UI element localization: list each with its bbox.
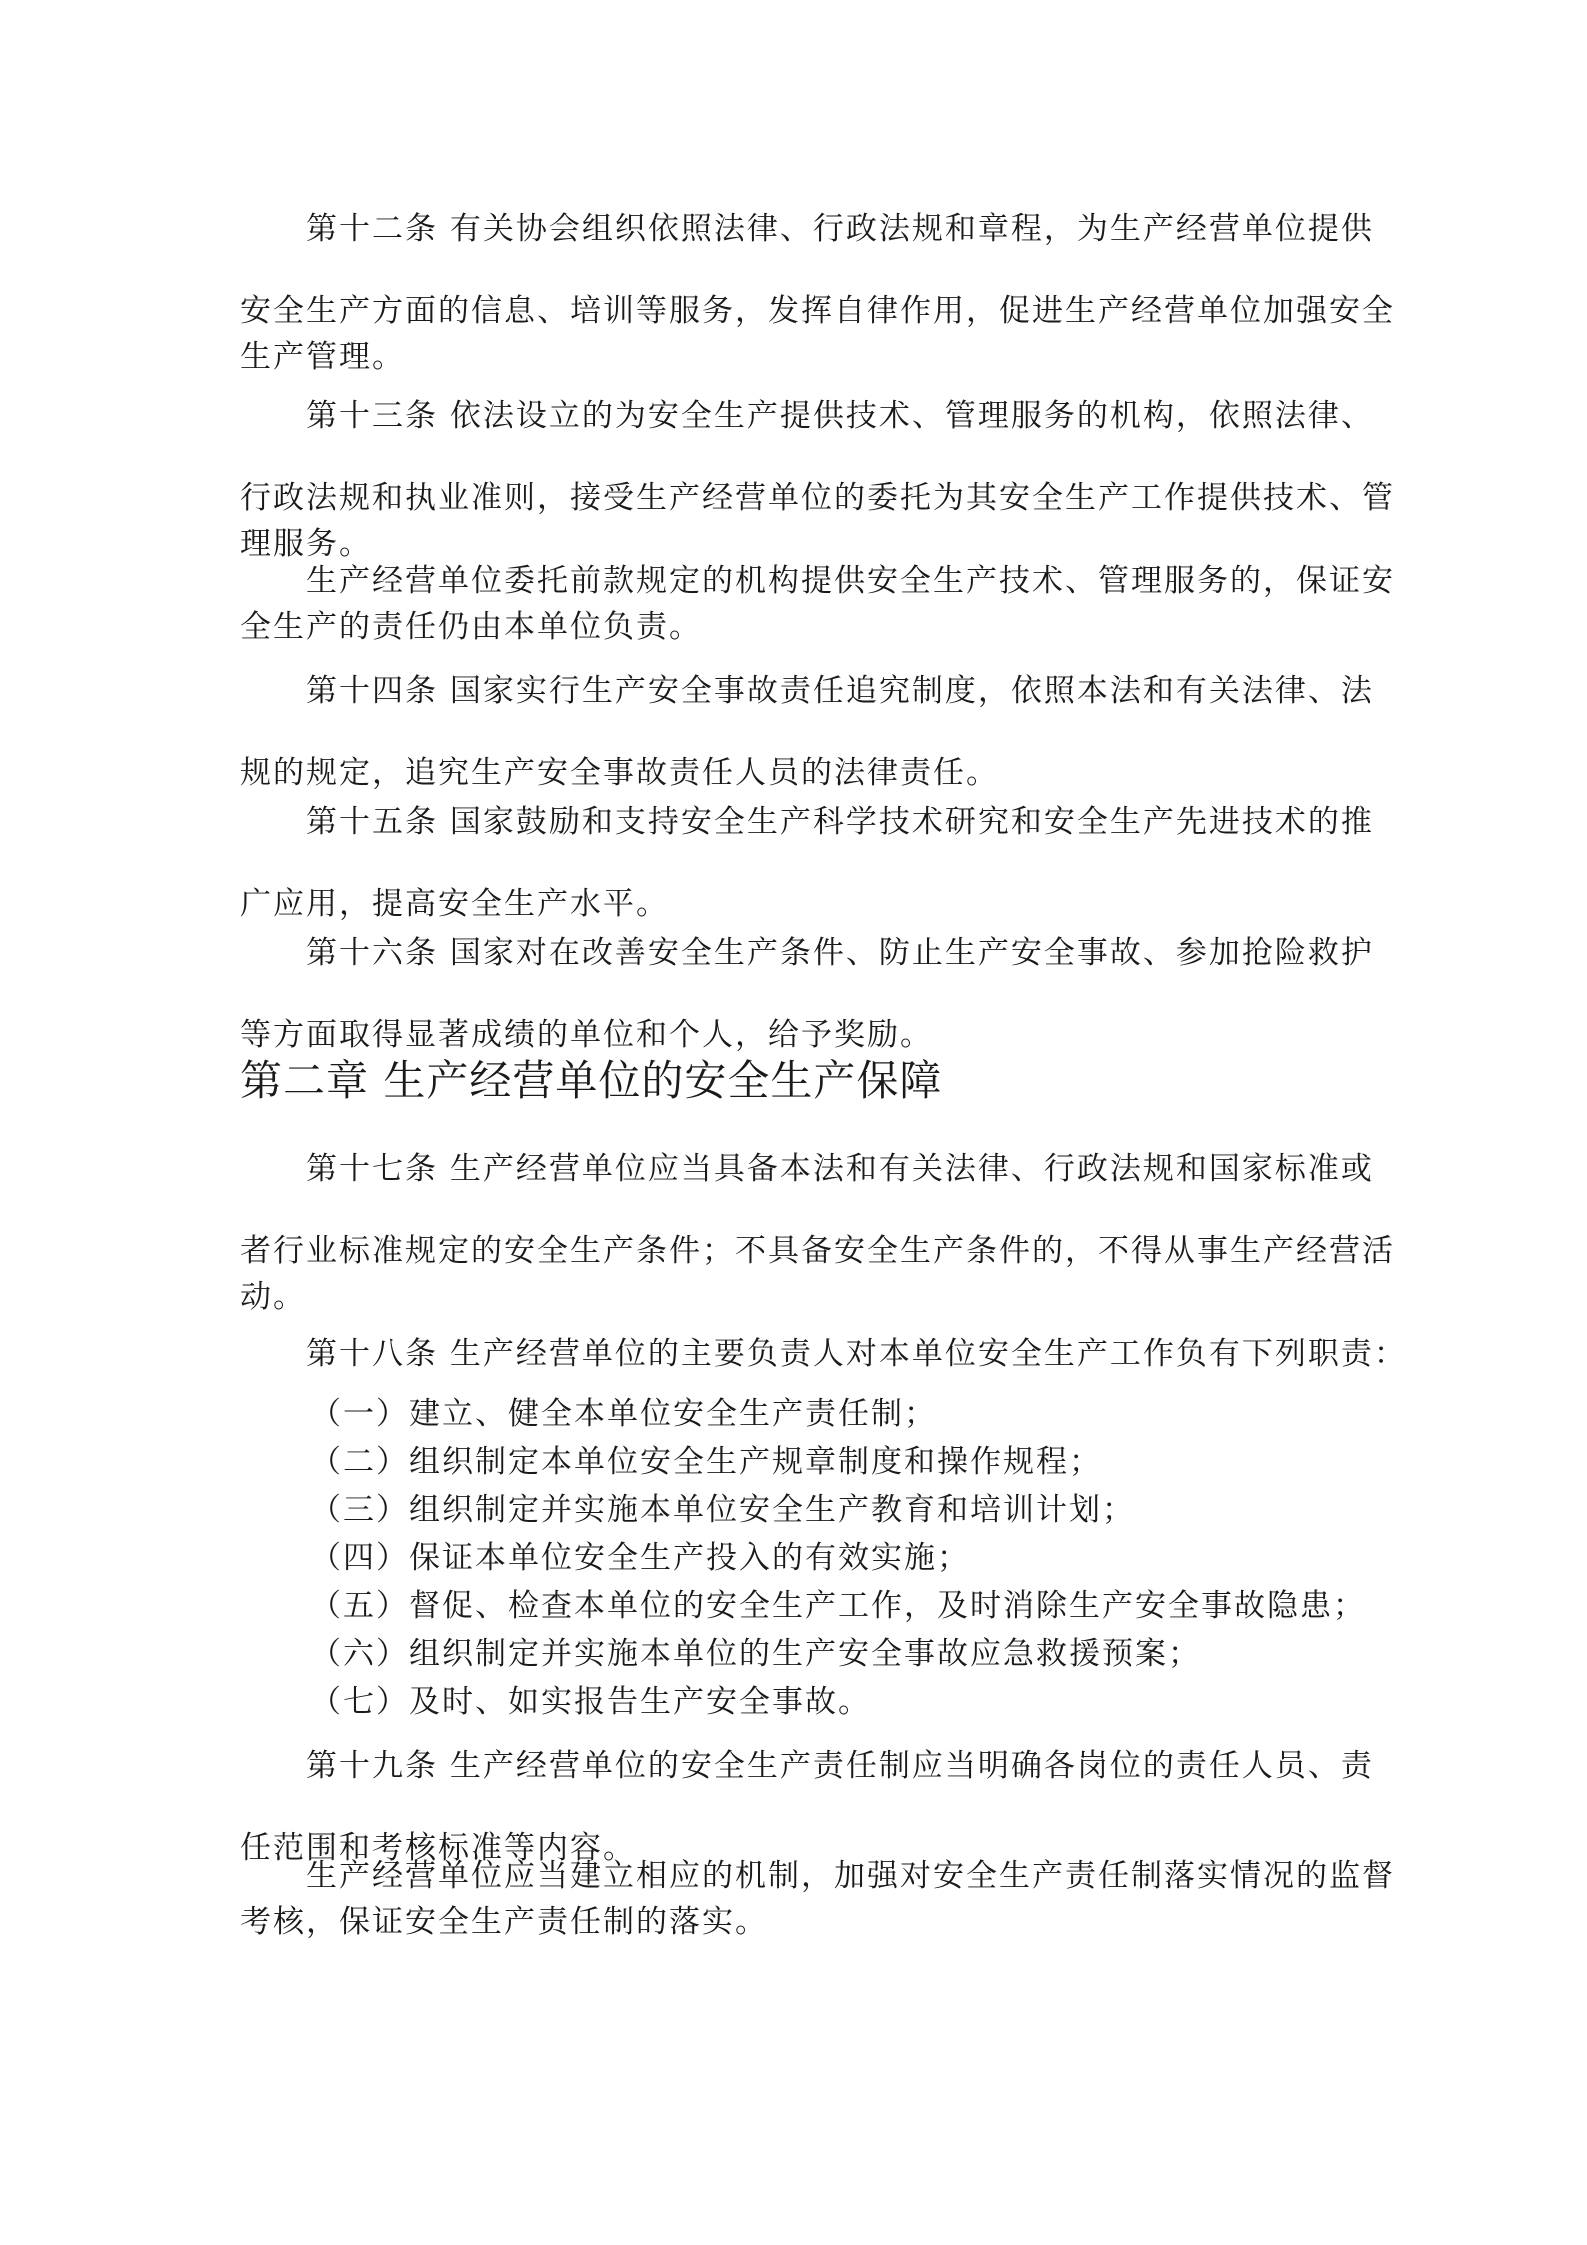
article-16 xyxy=(240,934,1374,1054)
article-19 xyxy=(240,1747,1374,1867)
article-14-line-2: 规的规定，追究生产安全事故责任人员的法律责任。 xyxy=(240,755,999,791)
list-item: （五）督促、检查本单位的安全生产工作，及时消除生产安全事故隐患； xyxy=(310,1588,1366,1624)
article-18 xyxy=(240,1335,1407,1373)
article-14 xyxy=(240,672,1374,792)
article-13-paragraph-2 xyxy=(240,562,1395,646)
article-12-line-1: 第十二条 有关协会组织依照法律、行政法规和章程，为生产经营单位提供 xyxy=(306,211,1374,247)
article-13-line-3: 理服务。 xyxy=(240,526,372,562)
article-19b-line-2: 考核，保证安全生产责任制的落实。 xyxy=(240,1904,768,1940)
article-18-line-1: 第十八条 生产经营单位的主要负责人对本单位安全生产工作负有下列职责： xyxy=(306,1336,1407,1372)
list-item: （六）组织制定并实施本单位的生产安全事故应急救援预案； xyxy=(310,1636,1201,1672)
article-17-line-3: 动。 xyxy=(240,1279,306,1315)
article-17 xyxy=(240,1150,1395,1316)
list-item: （三）组织制定并实施本单位安全生产教育和培训计划； xyxy=(310,1492,1135,1528)
article-17-line-1: 第十七条 生产经营单位应当具备本法和有关法律、行政法规和国家标准或 xyxy=(306,1151,1374,1187)
article-12-line-3: 生产管理。 xyxy=(240,339,405,375)
article-18-duties-list xyxy=(310,1390,1366,1726)
article-13 xyxy=(240,397,1395,563)
list-item: （二）组织制定本单位安全生产规章制度和操作规程； xyxy=(310,1444,1102,1480)
article-15 xyxy=(240,803,1374,923)
article-19b-line-1: 生产经营单位应当建立相应的机制，加强对安全生产责任制落实情况的监督 xyxy=(306,1858,1395,1894)
article-15-line-1: 第十五条 国家鼓励和支持安全生产科学技术研究和安全生产先进技术的推 xyxy=(306,804,1374,840)
article-19-line-1: 第十九条 生产经营单位的安全生产责任制应当明确各岗位的责任人员、责 xyxy=(306,1748,1374,1784)
article-16-line-2: 等方面取得显著成绩的单位和个人，给予奖励。 xyxy=(240,1017,933,1053)
article-13-line-1: 第十三条 依法设立的为安全生产提供技术、管理服务的机构，依照法律、 xyxy=(306,398,1374,434)
article-19-line-2: 任范围和考核标准等内容。 xyxy=(240,1830,636,1866)
article-14-line-1: 第十四条 国家实行生产安全事故责任追究制度，依照本法和有关法律、法 xyxy=(306,673,1374,709)
article-12-line-2: 安全生产方面的信息、培训等服务，发挥自律作用，促进生产经营单位加强安全 xyxy=(240,293,1395,329)
article-13b-line-2: 全生产的责任仍由本单位负责。 xyxy=(240,609,702,645)
chapter-2-heading: 第二章 生产经营单位的安全生产保障 xyxy=(240,1056,943,1105)
article-16-line-1: 第十六条 国家对在改善安全生产条件、防止生产安全事故、参加抢险救护 xyxy=(306,935,1374,971)
list-item: （一）建立、健全本单位安全生产责任制； xyxy=(310,1396,937,1432)
article-12 xyxy=(240,210,1395,376)
article-19-paragraph-2 xyxy=(240,1857,1395,1941)
article-15-line-2: 广应用，提高安全生产水平。 xyxy=(240,886,669,922)
article-13b-line-1: 生产经营单位委托前款规定的机构提供安全生产技术、管理服务的，保证安 xyxy=(306,563,1395,599)
article-13-line-2: 行政法规和执业准则，接受生产经营单位的委托为其安全生产工作提供技术、管 xyxy=(240,480,1395,516)
list-item: （四）保证本单位安全生产投入的有效实施； xyxy=(310,1540,970,1576)
list-item: （七）及时、如实报告生产安全事故。 xyxy=(310,1684,871,1720)
article-17-line-2: 者行业标准规定的安全生产条件；不具备安全生产条件的，不得从事生产经营活 xyxy=(240,1233,1395,1269)
